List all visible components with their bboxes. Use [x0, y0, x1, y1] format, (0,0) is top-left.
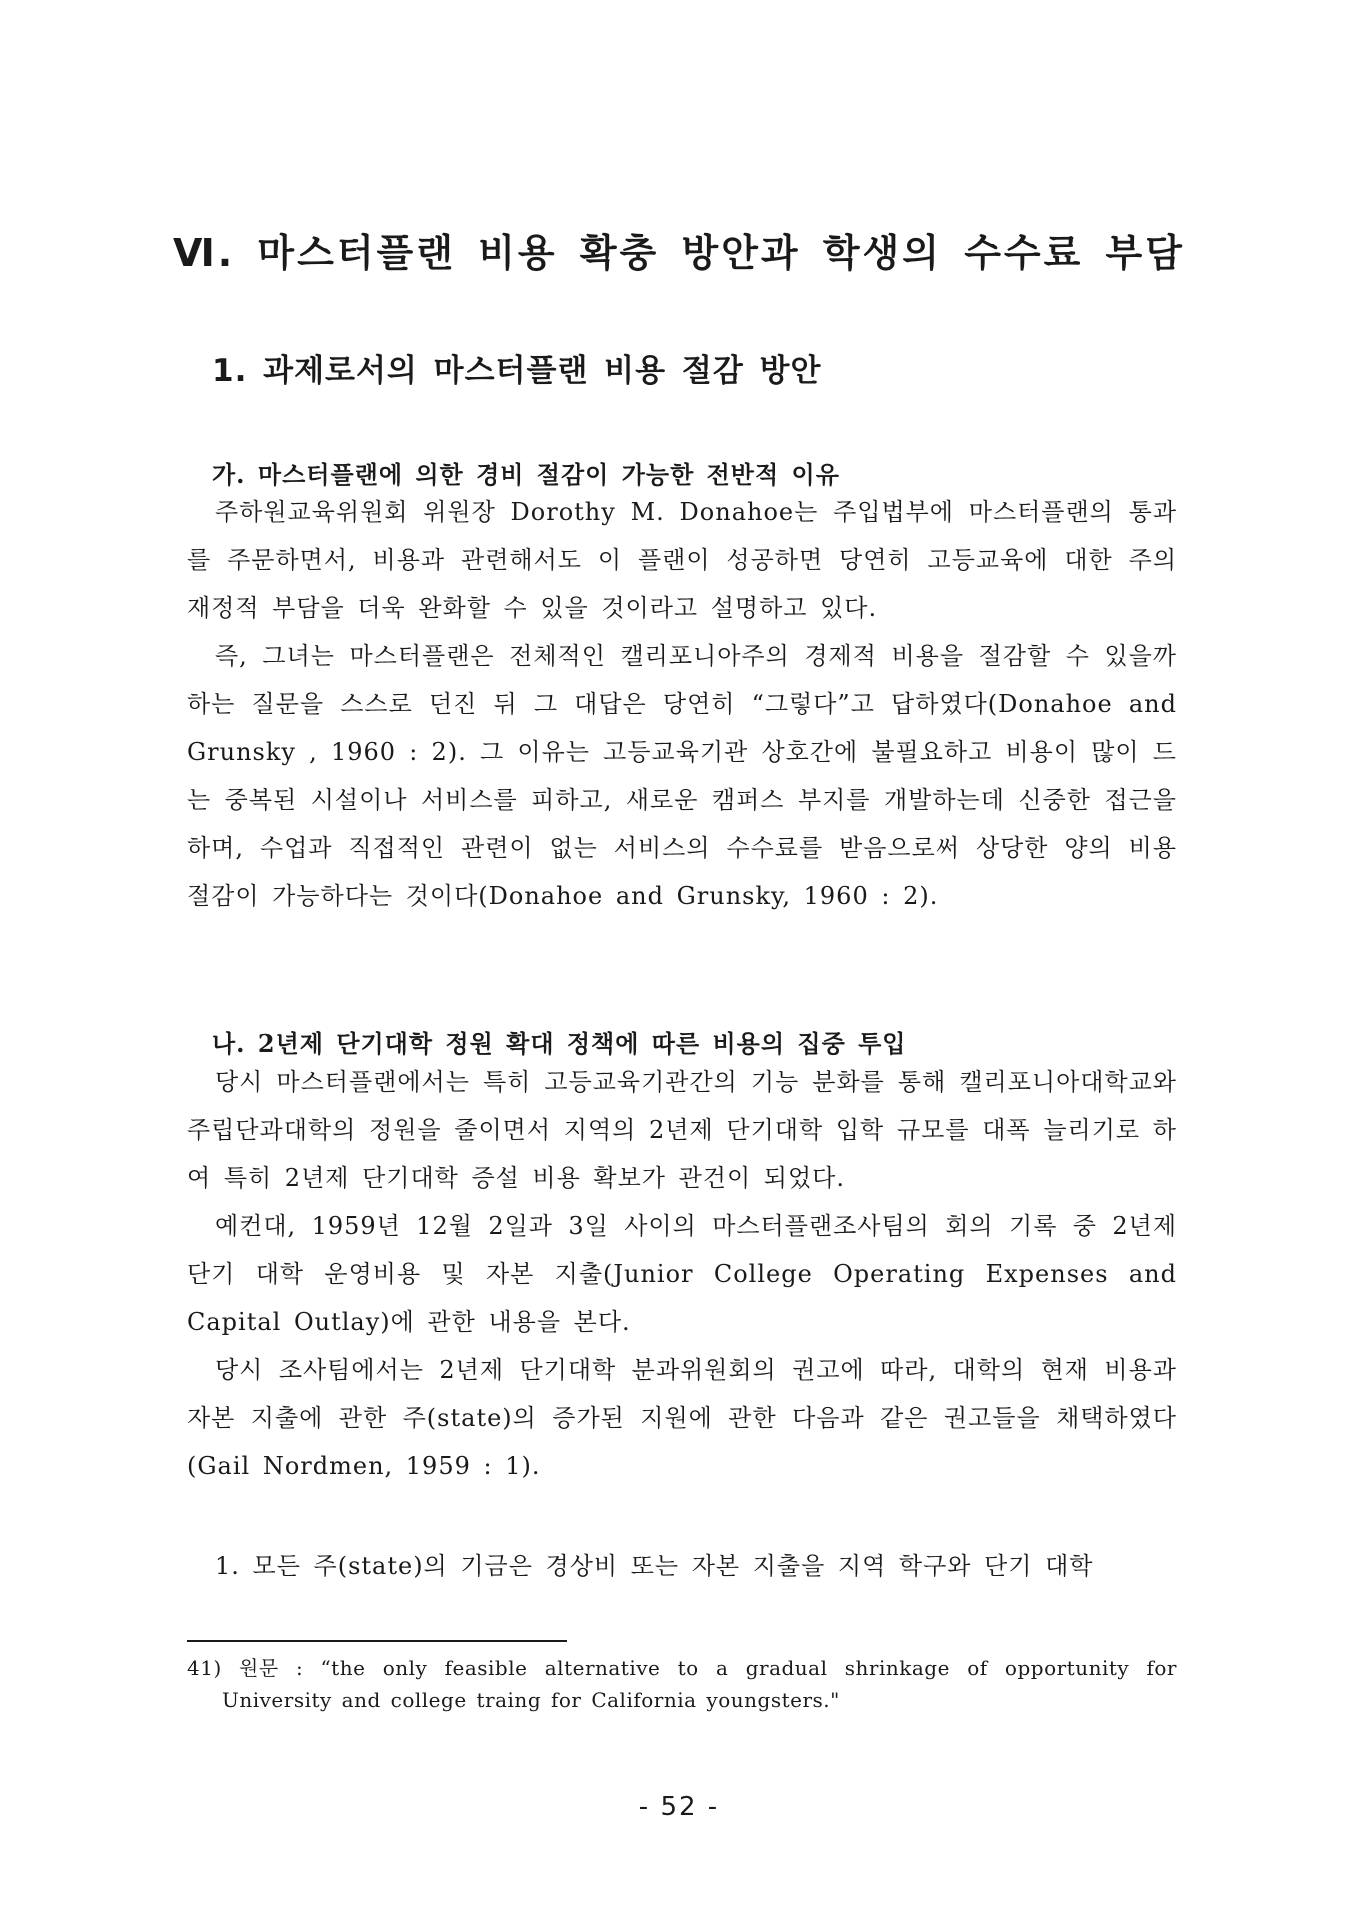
list-item-1: 1. 모든 주(state)의 기금은 경상비 또는 자본 지출을 지역 학구와 단기 대학 [215, 1552, 1094, 1580]
footnote-41: 41) 원문 : “the only feasible alternative to a gradual shrinkage of opportunity for University and college traing for California youngsters." [187, 1656, 1177, 1712]
paragraph-donahoe-intro: 주하원교육위원회 위원장 Dorothy M. Donahoe는 주입법부에 마스터플랜의 통과를 주문하면서, 비용과 관련해서도 이 플랜이 성공하면 당연히 고등교육에 대한 주의 재정적 부담을 더욱 완화할 수 있을 것이라고 설명하고 있다. [187, 498, 1177, 622]
chapter-title: Ⅵ. 마스터플랜 비용 확충 방안과 학생의 수수료 부담 [173, 231, 1185, 275]
subsection-title-na: 나. 2년제 단기대학 정원 확대 정책에 따른 비용의 집중 투입 [212, 1029, 907, 1058]
footnote-divider [187, 1640, 567, 1642]
subsection-title-ga: 가. 마스터플랜에 의한 경비 절감이 가능한 전반적 이유 [212, 460, 840, 489]
paragraph-meeting-record: 예컨대, 1959년 12월 2일과 3일 사이의 마스터플랜조사팀의 회의 기록 중 2년제 단기 대학 운영비용 및 자본 지출(Junior College Operating Expenses and Capital Outlay)에 관한 내용을 본다. [187, 1212, 1177, 1336]
paragraph-donahoe-reason: 즉, 그녀는 마스터플랜은 전체적인 캘리포니아주의 경제적 비용을 절감할 수 있을까 하는 질문을 스스로 던진 뒤 그 대답은 당연히 “그렇다”고 답하였다(Donahoe and Grunsky , 1960 : 2). 그 이유는 고등교육기관 상호간에 불필요하고 비용이 많이 드는 중복된 시설이나 서비스를 피하고, 새로운 캠퍼스 부지를 개발하는데 신중한 접근을 하며, 수업과 직접적인 관련이 없는 서비스의 수수료를 받음으로써 상당한 양의 비용 절감이 가능하다는 것이다(Donahoe and Grunsky, 1960 : 2). [187, 642, 1177, 910]
paragraph-junior-college-expansion: 당시 마스터플랜에서는 특히 고등교육기관간의 기능 분화를 통해 캘리포니아대학교와 주립단과대학의 정원을 줄이면서 지역의 2년제 단기대학 입학 규모를 대폭 늘리기로 하여 특히 2년제 단기대학 증설 비용 확보가 관건이 되었다. [187, 1068, 1177, 1192]
section-title: 1. 과제로서의 마스터플랜 비용 절감 방안 [212, 353, 822, 389]
page-number: - 52 - [638, 1792, 720, 1822]
paragraph-recommendations: 당시 조사팀에서는 2년제 단기대학 분과위원회의 권고에 따라, 대학의 현재 비용과 자본 지출에 관한 주(state)의 증가된 지원에 관한 다음과 같은 권고들을 채택하였다(Gail Nordmen, 1959 : 1). [187, 1356, 1177, 1480]
